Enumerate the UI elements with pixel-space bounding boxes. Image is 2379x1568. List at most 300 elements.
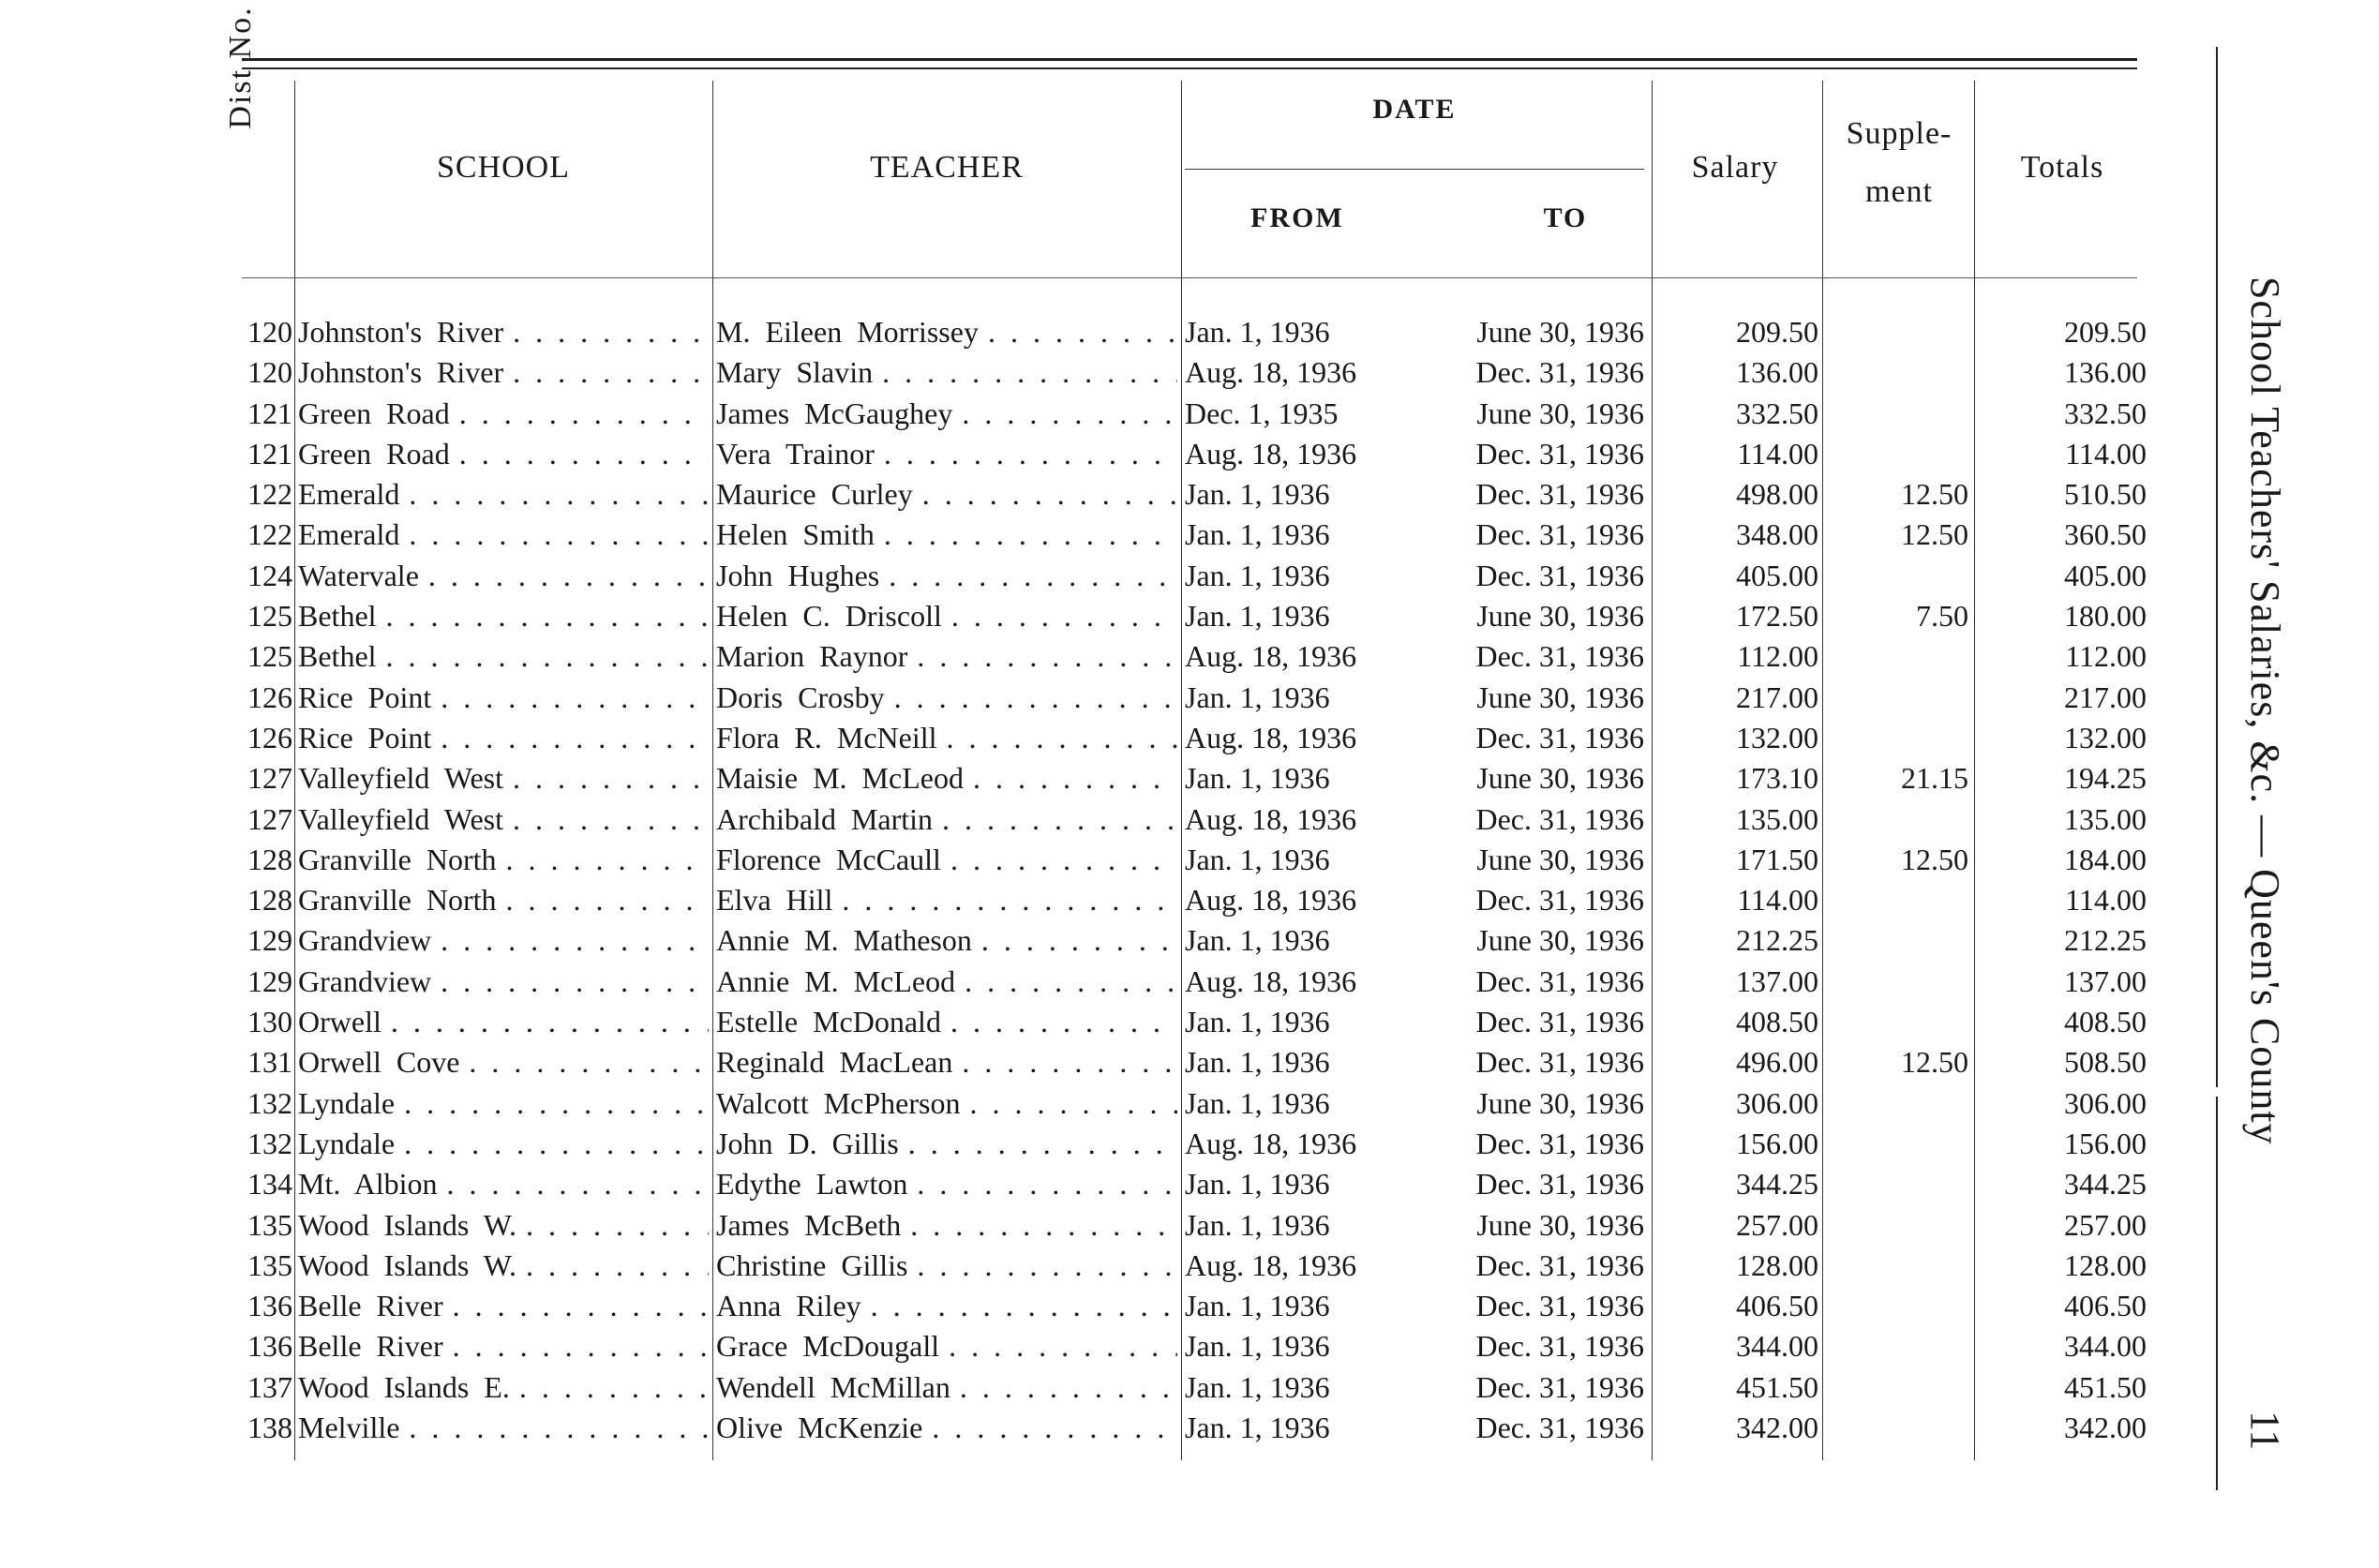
cell-teacher	[716, 556, 1177, 596]
cell-to-date: Dec. 31, 1936	[1475, 1247, 1644, 1282]
cell-salary: 172.50	[1736, 599, 1818, 634]
cell-salary: 132.00	[1736, 720, 1818, 754]
cell-dist-no: 125	[247, 599, 292, 634]
cell-teacher-text: James McGaughey	[716, 396, 953, 430]
dot-leader	[386, 596, 709, 636]
cell-dist-no: 127	[247, 801, 292, 836]
dot-leader	[428, 556, 709, 596]
table-row	[0, 352, 2175, 393]
dot-leader	[871, 1286, 1177, 1326]
cell-to-date: Dec. 31, 1936	[1475, 436, 1644, 470]
dot-leader	[882, 352, 1177, 393]
cell-school	[298, 515, 709, 555]
cell-total: 510.50	[2064, 477, 2147, 512]
dot-leader	[526, 1246, 709, 1286]
cell-school-text: Valleyfield West	[298, 801, 503, 836]
table-row	[0, 556, 2175, 596]
cell-to-date: June 30, 1936	[1476, 679, 1644, 714]
cell-teacher-text: Annie M. Matheson	[716, 923, 972, 958]
cell-from-date: Jan. 1, 1936	[1185, 1411, 1330, 1445]
cell-salary: 137.00	[1736, 963, 1818, 998]
cell-total: 344.25	[2064, 1167, 2147, 1202]
cell-teacher	[716, 758, 1177, 799]
cell-salary: 114.00	[1737, 436, 1818, 470]
dot-leader	[950, 840, 1177, 880]
cell-total: 137.00	[2064, 963, 2147, 998]
cell-teacher	[716, 1042, 1177, 1083]
cell-from-date: Jan. 1, 1936	[1185, 1045, 1330, 1080]
dot-leader	[526, 1205, 709, 1246]
cell-school	[298, 1205, 709, 1246]
cell-school	[298, 1367, 709, 1408]
cell-dist-no: 138	[247, 1411, 292, 1445]
cell-to-date: Dec. 31, 1936	[1475, 1411, 1644, 1445]
cell-teacher	[716, 840, 1177, 880]
cell-from-date: Jan. 1, 1936	[1185, 477, 1330, 512]
cell-school-text: Granville North	[298, 842, 497, 876]
cell-supplement: 12.50	[1901, 517, 1968, 552]
dot-leader	[950, 1002, 1177, 1042]
cell-dist-no: 120	[247, 355, 292, 390]
cell-teacher	[716, 1408, 1177, 1448]
table-row	[0, 1246, 2175, 1286]
side-rule-bottom	[2216, 1097, 2218, 1490]
table-row	[0, 1205, 2175, 1246]
cell-from-date: Jan. 1, 1936	[1185, 558, 1330, 592]
cell-teacher-text: Marion Raynor	[716, 639, 908, 674]
cell-teacher-text: Anna Riley	[716, 1289, 861, 1323]
cell-from-date: Aug. 18, 1936	[1185, 1126, 1357, 1160]
cell-from-date: Jan. 1, 1936	[1185, 1369, 1330, 1404]
table-row	[0, 312, 2175, 352]
table-row	[0, 434, 2175, 474]
cell-school	[298, 758, 709, 799]
dot-leader	[908, 1124, 1177, 1164]
dot-leader	[459, 434, 709, 474]
header-date: DATE	[1372, 94, 1457, 125]
dot-leader	[453, 1286, 709, 1326]
cell-school	[298, 920, 709, 961]
cell-school-text: Granville North	[298, 883, 497, 918]
cell-supplement: 12.50	[1901, 1045, 1968, 1080]
cell-to-date: Dec. 31, 1936	[1475, 477, 1644, 512]
cell-to-date: Dec. 31, 1936	[1475, 1045, 1644, 1080]
cell-from-date: Jan. 1, 1936	[1185, 1005, 1330, 1039]
cell-salary: 451.50	[1736, 1369, 1818, 1404]
cell-school-text: Green Road	[298, 396, 450, 430]
cell-teacher	[716, 880, 1177, 920]
cell-school-text: Johnston's River	[298, 355, 504, 390]
header-school: SCHOOL	[436, 150, 571, 185]
header-supplement-line2: ment	[1865, 174, 1933, 209]
dot-leader	[441, 678, 709, 718]
cell-from-date: Aug. 18, 1936	[1185, 883, 1357, 918]
cell-salary: 306.00	[1736, 1085, 1818, 1120]
table-row	[0, 678, 2175, 718]
cell-to-date: Dec. 31, 1936	[1475, 558, 1644, 592]
cell-dist-no: 129	[247, 923, 292, 958]
cell-to-date: Dec. 31, 1936	[1475, 517, 1644, 552]
cell-dist-no: 128	[247, 883, 292, 918]
dot-leader	[962, 394, 1177, 434]
cell-teacher-text: Olive McKenzie	[716, 1411, 923, 1445]
dot-leader	[917, 1246, 1177, 1286]
cell-dist-no: 122	[247, 517, 292, 552]
dot-leader	[981, 920, 1177, 961]
cell-salary: 212.25	[1736, 923, 1818, 958]
header-bottom-rule	[242, 277, 2137, 278]
cell-school-text: Melville	[298, 1411, 400, 1445]
dot-leader	[409, 474, 709, 515]
cell-dist-no: 121	[247, 436, 292, 470]
dot-leader	[922, 474, 1177, 515]
cell-dist-no: 134	[247, 1167, 292, 1202]
cell-teacher	[716, 1286, 1177, 1326]
header-salary: Salary	[1691, 150, 1779, 185]
dot-leader	[962, 1042, 1177, 1083]
cell-from-date: Jan. 1, 1936	[1185, 679, 1330, 714]
cell-from-date: Jan. 1, 1936	[1185, 517, 1330, 552]
cell-dist-no: 135	[247, 1207, 292, 1242]
cell-from-date: Jan. 1, 1936	[1185, 1207, 1330, 1242]
cell-total: 406.50	[2064, 1289, 2147, 1323]
cell-total: 408.50	[2064, 1005, 2147, 1039]
cell-to-date: Dec. 31, 1936	[1475, 801, 1644, 836]
cell-total: 217.00	[2064, 679, 2147, 714]
cell-school	[298, 1408, 709, 1448]
dot-leader	[842, 880, 1177, 920]
cell-from-date: Aug. 18, 1936	[1185, 963, 1357, 998]
cell-dist-no: 128	[247, 842, 292, 876]
cell-total: 135.00	[2064, 801, 2147, 836]
dot-leader	[973, 758, 1177, 799]
dot-leader	[965, 962, 1177, 1002]
cell-teacher	[716, 1367, 1177, 1408]
cell-teacher	[716, 515, 1177, 555]
top-rule-thin	[242, 67, 2137, 69]
dot-leader	[441, 920, 709, 961]
cell-dist-no: 136	[247, 1329, 292, 1364]
cell-teacher	[716, 352, 1177, 393]
dot-leader	[404, 1124, 709, 1164]
cell-supplement: 12.50	[1901, 477, 1968, 512]
cell-total: 306.00	[2064, 1085, 2147, 1120]
dot-leader	[917, 1164, 1177, 1204]
cell-teacher	[716, 920, 1177, 961]
cell-dist-no: 125	[247, 639, 292, 674]
dot-leader	[942, 799, 1177, 840]
cell-teacher	[716, 678, 1177, 718]
dot-leader	[969, 1083, 1177, 1124]
cell-school-text: Rice Point	[298, 679, 432, 714]
table-row	[0, 880, 2175, 920]
dot-leader	[513, 799, 709, 840]
cell-dist-no: 122	[247, 477, 292, 512]
header-from: FROM	[1250, 202, 1344, 233]
cell-teacher-text: Vera Trainor	[716, 436, 875, 470]
cell-school	[298, 1042, 709, 1083]
cell-teacher	[716, 1246, 1177, 1286]
dot-leader	[947, 718, 1177, 758]
dot-leader	[513, 758, 709, 799]
cell-school-text: Emerald	[298, 477, 400, 512]
cell-teacher	[716, 434, 1177, 474]
cell-school	[298, 474, 709, 515]
table-row	[0, 596, 2175, 636]
cell-salary: 114.00	[1737, 883, 1818, 918]
cell-school	[298, 1164, 709, 1204]
dot-leader	[469, 1042, 709, 1083]
cell-teacher-text: Doris Crosby	[716, 679, 885, 714]
table-row	[0, 1164, 2175, 1204]
cell-teacher-text: Reginald MacLean	[716, 1045, 953, 1080]
cell-to-date: June 30, 1936	[1476, 599, 1644, 634]
cell-teacher-text: Elva Hill	[716, 883, 833, 918]
dot-leader	[889, 556, 1177, 596]
dot-leader	[453, 1326, 709, 1366]
cell-from-date: Aug. 18, 1936	[1185, 720, 1357, 754]
cell-total: 212.25	[2064, 923, 2147, 958]
cell-to-date: Dec. 31, 1936	[1475, 355, 1644, 390]
cell-teacher-text: Mary Slavin	[716, 355, 874, 390]
cell-school	[298, 1124, 709, 1164]
cell-total: 360.50	[2064, 517, 2147, 552]
cell-school	[298, 352, 709, 393]
table-row	[0, 1367, 2175, 1408]
cell-school-text: Bethel	[298, 639, 377, 674]
cell-school	[298, 962, 709, 1002]
cell-from-date: Jan. 1, 1936	[1185, 842, 1330, 876]
table-row	[0, 1408, 2175, 1448]
dot-leader	[386, 636, 709, 677]
dot-leader	[949, 1326, 1177, 1366]
dot-leader	[513, 312, 709, 352]
cell-school-text: Grandview	[298, 963, 432, 998]
cell-salary: 173.10	[1736, 761, 1818, 796]
cell-salary: 406.50	[1736, 1289, 1818, 1323]
dot-leader	[409, 515, 709, 555]
cell-school	[298, 1286, 709, 1326]
cell-total: 209.50	[2064, 315, 2147, 349]
running-title: School Teachers' Salaries, &c. — Queen's County	[2242, 276, 2288, 1145]
cell-school	[298, 596, 709, 636]
cell-teacher	[716, 596, 1177, 636]
cell-teacher-text: James McBeth	[716, 1207, 902, 1242]
cell-salary: 348.00	[1736, 517, 1818, 552]
table-row	[0, 920, 2175, 961]
cell-from-date: Aug. 18, 1936	[1185, 1247, 1357, 1282]
cell-school	[298, 799, 709, 840]
cell-to-date: June 30, 1936	[1476, 1207, 1644, 1242]
cell-school	[298, 880, 709, 920]
cell-dist-no: 121	[247, 396, 292, 430]
cell-school	[298, 394, 709, 434]
header-supplement-line1: Supple-	[1846, 116, 1953, 151]
cell-teacher	[716, 1083, 1177, 1124]
dot-leader	[884, 434, 1177, 474]
cell-to-date: Dec. 31, 1936	[1475, 720, 1644, 754]
cell-school-text: Watervale	[298, 558, 419, 592]
cell-to-date: Dec. 31, 1936	[1475, 1126, 1644, 1160]
cell-from-date: Dec. 1, 1935	[1185, 396, 1339, 430]
cell-dist-no: 135	[247, 1247, 292, 1282]
cell-salary: 156.00	[1736, 1126, 1818, 1160]
top-rule	[242, 58, 2137, 61]
cell-total: 180.00	[2064, 599, 2147, 634]
cell-salary: 344.25	[1736, 1167, 1818, 1202]
cell-to-date: Dec. 31, 1936	[1475, 1167, 1644, 1202]
cell-school-text: Wood Islands E.	[298, 1369, 510, 1404]
cell-school	[298, 1002, 709, 1042]
table-row	[0, 1002, 2175, 1042]
cell-school-text: Valleyfield West	[298, 761, 503, 796]
cell-supplement: 12.50	[1901, 842, 1968, 876]
dot-leader	[513, 352, 709, 393]
cell-total: 257.00	[2064, 1207, 2147, 1242]
cell-school	[298, 718, 709, 758]
cell-total: 451.50	[2064, 1369, 2147, 1404]
dot-leader	[894, 678, 1177, 718]
page-number: 11	[2242, 1411, 2288, 1451]
dot-leader	[988, 312, 1177, 352]
cell-teacher	[716, 1124, 1177, 1164]
cell-total: 332.50	[2064, 396, 2147, 430]
cell-teacher-text: Maisie M. McLeod	[716, 761, 964, 796]
cell-dist-no: 129	[247, 963, 292, 998]
cell-from-date: Aug. 18, 1936	[1185, 355, 1357, 390]
cell-total: 194.25	[2064, 761, 2147, 796]
dot-leader	[404, 1083, 709, 1124]
cell-total: 344.00	[2064, 1329, 2147, 1364]
dot-leader	[884, 515, 1177, 555]
table-row	[0, 474, 2175, 515]
cell-total: 342.00	[2064, 1411, 2147, 1445]
cell-to-date: June 30, 1936	[1476, 923, 1644, 958]
cell-dist-no: 137	[247, 1369, 292, 1404]
cell-school-text: Grandview	[298, 923, 432, 958]
cell-dist-no: 130	[247, 1005, 292, 1039]
header-date-divider	[1185, 169, 1644, 170]
cell-teacher-text: Helen C. Driscoll	[716, 599, 942, 634]
cell-from-date: Jan. 1, 1936	[1185, 599, 1330, 634]
cell-school-text: Wood Islands W.	[298, 1247, 516, 1282]
cell-teacher	[716, 312, 1177, 352]
cell-teacher	[716, 1326, 1177, 1366]
cell-from-date: Jan. 1, 1936	[1185, 1289, 1330, 1323]
cell-school-text: Johnston's River	[298, 315, 504, 349]
table-row	[0, 636, 2175, 677]
table-row	[0, 394, 2175, 434]
cell-dist-no: 132	[247, 1085, 292, 1120]
cell-school	[298, 312, 709, 352]
cell-school	[298, 1326, 709, 1366]
table-row	[0, 962, 2175, 1002]
cell-teacher-text: M. Eileen Morrissey	[716, 315, 979, 349]
cell-salary: 344.00	[1736, 1329, 1818, 1364]
cell-teacher	[716, 394, 1177, 434]
cell-teacher-text: Edythe Lawton	[716, 1167, 908, 1202]
cell-from-date: Jan. 1, 1936	[1185, 315, 1330, 349]
cell-supplement: 21.15	[1901, 761, 1968, 796]
dot-leader	[910, 1205, 1177, 1246]
cell-school	[298, 1083, 709, 1124]
cell-school-text: Rice Point	[298, 720, 432, 754]
table-row	[0, 758, 2175, 799]
cell-to-date: Dec. 31, 1936	[1475, 883, 1644, 918]
cell-teacher	[716, 1205, 1177, 1246]
cell-from-date: Aug. 18, 1936	[1185, 436, 1357, 470]
table-row	[0, 1326, 2175, 1366]
cell-teacher-text: John Hughes	[716, 558, 880, 592]
cell-from-date: Jan. 1, 1936	[1185, 761, 1330, 796]
cell-to-date: June 30, 1936	[1476, 1085, 1644, 1120]
cell-teacher-text: Helen Smith	[716, 517, 875, 552]
cell-teacher-text: Wendell McMillan	[716, 1369, 950, 1404]
cell-from-date: Jan. 1, 1936	[1185, 1329, 1330, 1364]
cell-total: 128.00	[2064, 1247, 2147, 1282]
cell-total: 508.50	[2064, 1045, 2147, 1080]
dot-leader	[506, 840, 710, 880]
cell-dist-no: 127	[247, 761, 292, 796]
header-totals: Totals	[2020, 150, 2104, 185]
cell-school-text: Lyndale	[298, 1085, 396, 1120]
table-row	[0, 799, 2175, 840]
cell-salary: 405.00	[1736, 558, 1818, 592]
cell-salary: 112.00	[1737, 639, 1818, 674]
cell-school-text: Bethel	[298, 599, 377, 634]
cell-school-text: Wood Islands W.	[298, 1207, 516, 1242]
cell-school	[298, 1246, 709, 1286]
dot-leader	[409, 1408, 709, 1448]
cell-total: 132.00	[2064, 720, 2147, 754]
cell-to-date: June 30, 1936	[1476, 396, 1644, 430]
cell-from-date: Aug. 18, 1936	[1185, 801, 1357, 836]
side-rule-top	[2216, 47, 2218, 1087]
cell-school	[298, 556, 709, 596]
cell-total: 114.00	[2065, 436, 2147, 470]
cell-salary: 135.00	[1736, 801, 1818, 836]
cell-school-text: Orwell Cove	[298, 1045, 460, 1080]
table-row	[0, 515, 2175, 555]
cell-supplement: 7.50	[1916, 599, 1968, 634]
cell-school-text: Green Road	[298, 436, 450, 470]
header-teacher: TEACHER	[870, 150, 1024, 185]
dot-leader	[446, 1164, 709, 1204]
cell-dist-no: 136	[247, 1289, 292, 1323]
cell-school	[298, 434, 709, 474]
cell-salary: 217.00	[1736, 679, 1818, 714]
cell-teacher	[716, 636, 1177, 677]
cell-teacher	[716, 1002, 1177, 1042]
cell-teacher-text: Walcott McPherson	[716, 1085, 961, 1120]
cell-dist-no: 126	[247, 679, 292, 714]
cell-teacher-text: Estelle McDonald	[716, 1005, 941, 1039]
cell-teacher-text: Archibald Martin	[716, 801, 934, 836]
dot-leader	[917, 636, 1177, 677]
cell-total: 184.00	[2064, 842, 2147, 876]
cell-teacher	[716, 1164, 1177, 1204]
cell-total: 136.00	[2064, 355, 2147, 390]
cell-salary: 257.00	[1736, 1207, 1818, 1242]
cell-school-text: Orwell	[298, 1005, 382, 1039]
cell-from-date: Jan. 1, 1936	[1185, 1167, 1330, 1202]
table-row	[0, 718, 2175, 758]
cell-teacher-text: Maurice Curley	[716, 477, 913, 512]
cell-salary: 128.00	[1736, 1247, 1818, 1282]
cell-salary: 171.50	[1736, 842, 1818, 876]
cell-salary: 408.50	[1736, 1005, 1818, 1039]
cell-school-text: Belle River	[298, 1289, 443, 1323]
